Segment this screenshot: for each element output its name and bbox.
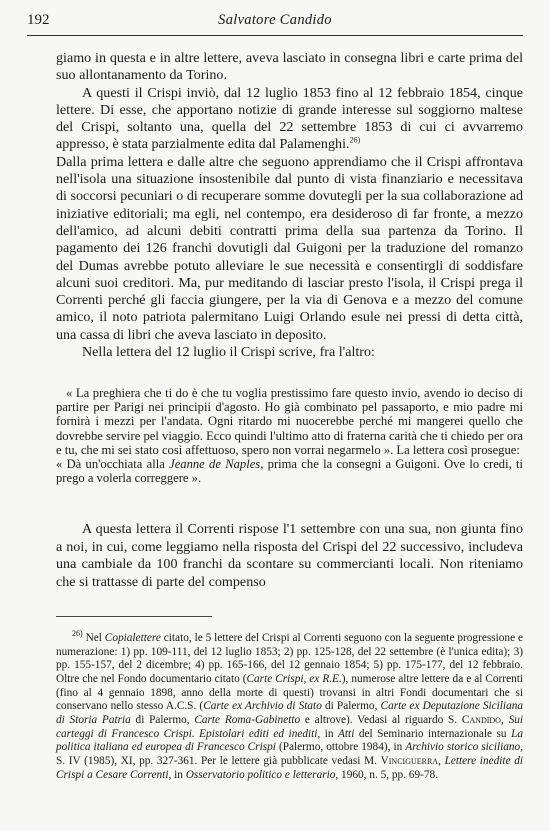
fn-t10: (Palermo, ottobre 1984), in bbox=[275, 741, 406, 754]
fn-t8: , in bbox=[317, 727, 339, 740]
fn-i10: Lettere inedite di Crispi a Cesare Correnti bbox=[56, 754, 523, 781]
body-text bbox=[56, 50, 523, 361]
fn-t2: citato, le 5 lettere del Crispi al Correnti seguono con la seguente progressione e numerazione: 1) pp. 109-111, del 12 luglio 1853; 2) pp. 125-128, del 22 settembre (è l'unica edita); 3) pp. 155-157, del 2 dicembre; 4) pp. 165-166, del 12 gennaio 1854; 5) pp. 175-177, del 12 febbraio. Oltre che nel Fondo documentario citato ( bbox=[56, 632, 524, 685]
fn-i9: Archivio storico siciliano bbox=[405, 741, 521, 754]
fn-t9: del Seminario internazionale su bbox=[354, 727, 512, 740]
quote-2-post: , prima che la consegni a Guigoni. Ove lo credi, ti prego a volerla correggere ». bbox=[56, 457, 524, 486]
fn-t11: , S. IV (1985), XI, pp. 327-361. Per le lettere già pubblicate vedasi M. bbox=[56, 741, 524, 767]
fn-t3: ), numerose altre lettere da e al Correnti (fino al 4 gennaio 1898, anno della morte di questi) trovansi in altri Fondi documentari che si conservano nello stesso A.C.S. ( bbox=[56, 672, 524, 713]
fn-t6: e altrove). Vedasi al riguardo S. bbox=[300, 713, 462, 726]
running-title: Salvatore Candido bbox=[218, 12, 332, 28]
fn-i1: Copialettere bbox=[104, 632, 161, 644]
fn-i4: Carte ex Deputazione Siciliana di Storia Patria bbox=[56, 700, 524, 726]
block-quote bbox=[56, 386, 523, 485]
header-rule bbox=[27, 35, 523, 36]
footnote-26 bbox=[56, 629, 524, 782]
body-text-continued bbox=[56, 521, 523, 591]
page-header bbox=[27, 12, 523, 34]
footnote-rule bbox=[56, 616, 212, 617]
fn-t5: di Palermo, bbox=[130, 713, 195, 726]
paragraph-4: A questa lettera il Correnti rispose l'1 settembre con una sua, non giunta fino a noi, in cui, come leggiamo nella risposta del Crispi del 22 successivo, includeva una cambiale da 100 franchi da scontare su commercianti locali. Non riteniamo che si trattasse di parte del compenso bbox=[56, 521, 523, 590]
fn-sc1: Candido bbox=[461, 713, 501, 726]
fn-i5: Carte Roma-Gabinetto bbox=[194, 713, 301, 726]
footnote-mark: 26) bbox=[72, 629, 83, 639]
paragraph-1: giamo in questa e in altre lettere, aveva lasciato in consegna libri e carte prima del suo allontanamento da Torino. bbox=[56, 50, 523, 84]
paragraph-3: Nella lettera del 12 luglio il Crispi scrive, fra l'altro: bbox=[82, 344, 375, 361]
fn-i6: Sui carteggi di Francesco Crispi. Epistolari editi ed inediti bbox=[56, 713, 523, 740]
fn-i2: Carte Crispi, ex R.E. bbox=[246, 672, 342, 685]
fn-i11: Osservatorio politico e letterario bbox=[185, 768, 336, 781]
paragraph-2a bbox=[56, 85, 523, 154]
fn-i3: Carte ex Archivio di Stato bbox=[203, 700, 322, 713]
paragraph-2b: Dalla prima lettera e dalle altre che seguono apprendiamo che il Crispi affrontava nell'isola una situazione insostenibile dal punto di vista finanziario e necessitava di soccorsi pecuniari o di recuperare somme dovutegli per la sua collaborazione ad iniziative editoriali; ma egli, nel contempo, era desideroso di far fronte, a mezzo dell'amico, ad alcuni debiti contratti prima della sua partenza da Torino. Il pagamento dei 126 franchi dovutigli dal Guigoni per la traduzione del romanzo del Dumas avrebbe potuto alleviare le sue necessità e consentirgli di soddisfare alcuni suoi creditori. Ma, pur meditando di lasciar presto l'isola, il Crispi prega il Correnti perché gli faccia giungere, per la via di Genova e a mezzo del comune amico, il noto patriota palermitano Luigi Orlando esule nei pressi di detta città, una cassa di libri che aveva lasciato in deposito. bbox=[56, 153, 523, 343]
quote-2-title: Jeanne de Naples bbox=[169, 457, 261, 472]
fn-i8: La politica italiana ed europea di Francesco Crispi bbox=[56, 727, 523, 754]
page-number: 192 bbox=[27, 12, 50, 28]
footnote-text bbox=[56, 629, 524, 782]
fn-sc2: Vinciguerra bbox=[380, 754, 439, 767]
fn-t7: , bbox=[500, 713, 509, 726]
fn-t1: Nel bbox=[82, 632, 105, 644]
fn-t4: di Palermo, bbox=[321, 700, 381, 713]
fn-i7: Atti bbox=[338, 727, 355, 740]
footnote-ref: 26) bbox=[349, 135, 361, 145]
fn-t13: , in bbox=[168, 768, 186, 781]
quote-paragraph-2 bbox=[56, 457, 523, 485]
fn-t14: , 1960, n. 5, pp. 69-78. bbox=[335, 768, 439, 781]
paragraph-2a-text: A questi il Crispi inviò, dal 12 luglio 1853 fino al 12 febbraio 1854, cinque lettere. Di esse, che apportano notizie di grande interesse sul soggiorno maltese del Crispi, soltanto una, quella del 22 settembre 1853 di cui ci avvarremo appresso, è stata parzialmente edita dal Palamenghi. bbox=[56, 84, 523, 153]
fn-t12: , bbox=[438, 754, 445, 767]
quote-2-pre: « Dà un'occhiata alla bbox=[56, 457, 170, 472]
quote-paragraph-1: « La preghiera che ti do è che tu voglia prestissimo fare questo invio, avendo io deciso di partire per Parigi nei principii d'agosto. Ho già combinato pel passaporto, e mio padre mi fornirà i mezzi per l'andata. Ogni ritardo mi nuocerebbe perché mi mangerei quello che dovrebbe servire pel viaggio. Ecco quindi l'ultimo atto di fraterna carità che ti chiedo per ora e tu, che mi sei stato così affettuoso, spero non vorrai negarmelo ». La lettera così prosegue: bbox=[56, 386, 523, 457]
